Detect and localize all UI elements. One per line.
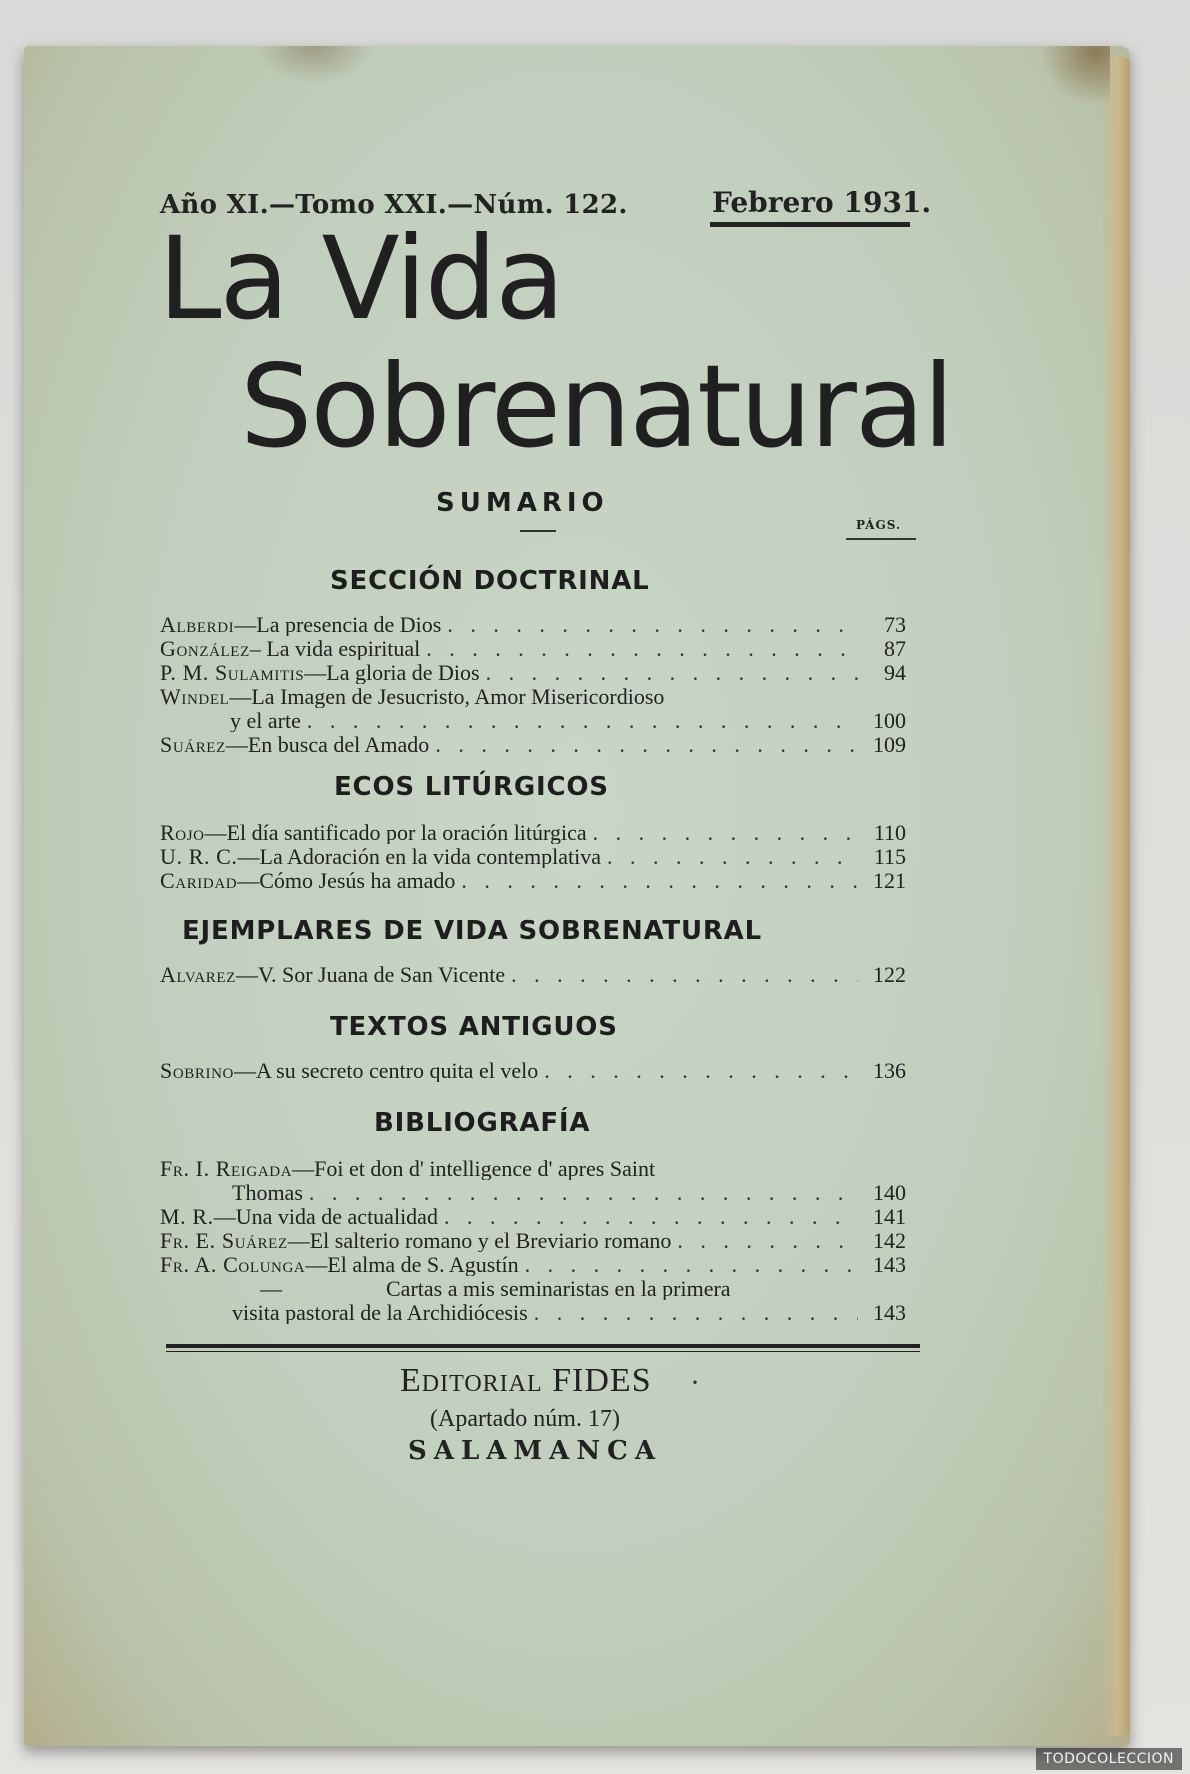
footer-rule <box>166 1344 920 1348</box>
entry-page: 143 <box>873 1300 906 1324</box>
entry-page: 110 <box>873 820 906 844</box>
toc-entry <box>160 962 906 986</box>
entry-title: Cartas a mis seminaristas en la primera <box>386 1276 731 1300</box>
leader-dots <box>525 1252 858 1276</box>
toc-entry <box>160 1058 906 1082</box>
section-heading: TEXTOS ANTIGUOS <box>330 1012 618 1042</box>
entry-author: — <box>260 1276 282 1300</box>
leader-dots <box>534 1300 858 1324</box>
leader-dots <box>444 1204 858 1228</box>
entry-author: Caridad <box>160 868 238 892</box>
entry-author: Alberdi <box>160 612 235 636</box>
entry-author: Fr. E. Suárez <box>160 1228 288 1252</box>
title-line-2: Sobrenatural <box>240 340 953 473</box>
entry-author: U. R. C. <box>160 844 238 868</box>
sumario-rule <box>520 530 556 532</box>
publisher-city: SALAMANCA <box>408 1436 662 1466</box>
toc-entry <box>160 820 906 844</box>
entry-author: Alvarez <box>160 962 236 986</box>
publisher-address: (Apartado núm. 17) <box>430 1406 620 1432</box>
toc-entry <box>160 612 906 636</box>
entry-author: Fr. A. Colunga <box>160 1252 306 1276</box>
section-heading: ECOS LITÚRGICOS <box>334 772 609 802</box>
entry-title: —El día santificado por la oración litúrgica <box>204 820 587 844</box>
toc-entry <box>160 1204 906 1228</box>
leader-dots <box>511 962 858 986</box>
entry-title: —Cómo Jesús ha amado <box>237 868 456 892</box>
cover-page-edges <box>1100 56 1130 1736</box>
entry-page: 87 <box>884 636 906 660</box>
entry-page: 141 <box>873 1204 906 1228</box>
watermark-logo: TODOCOLECCION <box>1036 1748 1182 1770</box>
leader-dots <box>426 636 858 660</box>
entry-title: —La gloria de Dios <box>304 660 480 684</box>
toc-entry <box>160 684 906 708</box>
entry-title-continuation: visita pastoral de la Archidiócesis <box>232 1300 528 1324</box>
entry-page: 109 <box>873 732 906 756</box>
section-heading: BIBLIOGRAFÍA <box>374 1108 591 1138</box>
entry-author: P. M. Sulamitis <box>160 660 305 684</box>
issue-date: Febrero 1931. <box>712 186 932 219</box>
sumario-heading: SUMARIO <box>436 488 609 518</box>
toc-entry <box>160 868 906 892</box>
leader-dots <box>435 732 858 756</box>
publisher-dot: · <box>690 1366 700 1399</box>
entry-author: Rojo <box>160 820 205 844</box>
entry-page: 100 <box>873 708 906 732</box>
entry-title: —A su secreto centro quita el velo <box>233 1058 539 1082</box>
entry-page: 143 <box>873 1252 906 1276</box>
cover-tear <box>254 46 374 84</box>
leader-dots <box>309 1180 858 1204</box>
entry-title: —El alma de S. Agustín <box>305 1252 519 1276</box>
toc-entry <box>160 1252 906 1276</box>
entry-title: —El salterio romano y el Breviario romano <box>287 1228 672 1252</box>
toc-entry <box>160 660 906 684</box>
entry-author: M. R. <box>160 1204 214 1228</box>
leader-dots <box>544 1058 858 1082</box>
leader-dots <box>486 660 858 684</box>
entry-page: 121 <box>873 868 906 892</box>
publisher-name: Editorial FIDES <box>400 1362 652 1399</box>
pages-column-rule <box>846 538 916 540</box>
toc-entry-continuation <box>232 1300 906 1324</box>
date-underline <box>710 222 910 227</box>
entry-author: González <box>160 636 250 660</box>
entry-title: —Foi et don d' intelligence d' apres Saint <box>292 1156 656 1180</box>
entry-author: Fr. I. Reigada <box>160 1156 293 1180</box>
toc-entry <box>160 1156 906 1180</box>
issue-info: Año XI.—Tomo XXI.—Núm. 122. <box>160 190 628 220</box>
entry-page: 122 <box>873 962 906 986</box>
toc-entry <box>160 844 906 868</box>
entry-author: Suárez <box>160 732 226 756</box>
entry-author: Windel <box>160 684 230 708</box>
entry-title: —En busca del Amado <box>225 732 430 756</box>
leader-dots <box>461 868 858 892</box>
entry-title-continuation: Thomas <box>232 1180 303 1204</box>
entry-title: – La vida espiritual <box>249 636 421 660</box>
entry-page: 142 <box>873 1228 906 1252</box>
leader-dots <box>307 708 858 732</box>
toc-entry <box>260 1276 906 1300</box>
toc-entry <box>160 732 906 756</box>
entry-title-continuation: y el arte <box>230 708 301 732</box>
leader-dots <box>677 1228 858 1252</box>
entry-page: 94 <box>884 660 906 684</box>
entry-page: 140 <box>873 1180 906 1204</box>
pages-column-label: PÁGS. <box>856 518 902 532</box>
entry-title: —La Imagen de Jesucristo, Amor Misericordioso <box>229 684 665 708</box>
leader-dots <box>593 820 858 844</box>
toc-entry <box>160 1228 906 1252</box>
leader-dots <box>607 844 858 868</box>
toc-entry-continuation <box>232 1180 906 1204</box>
cover-corner-wear <box>1040 46 1110 106</box>
footer-rule-thin <box>166 1351 920 1352</box>
toc-entry-continuation <box>230 708 906 732</box>
toc-entry <box>160 636 906 660</box>
title-line-1: La Vida <box>158 212 563 345</box>
entry-page: 115 <box>873 844 906 868</box>
entry-title: —La presencia de Dios <box>234 612 442 636</box>
entry-title: —La Adoración en la vida contemplativa <box>237 844 602 868</box>
entry-author: Sobrino <box>160 1058 234 1082</box>
leader-dots <box>447 612 858 636</box>
section-heading: EJEMPLARES DE VIDA SOBRENATURAL <box>182 916 762 946</box>
entry-page: 73 <box>884 612 906 636</box>
entry-title: —V. Sor Juana de San Vicente <box>235 962 506 986</box>
section-heading: SECCIÓN DOCTRINAL <box>330 566 650 596</box>
entry-page: 136 <box>873 1058 906 1082</box>
entry-title: —Una vida de actualidad <box>213 1204 438 1228</box>
